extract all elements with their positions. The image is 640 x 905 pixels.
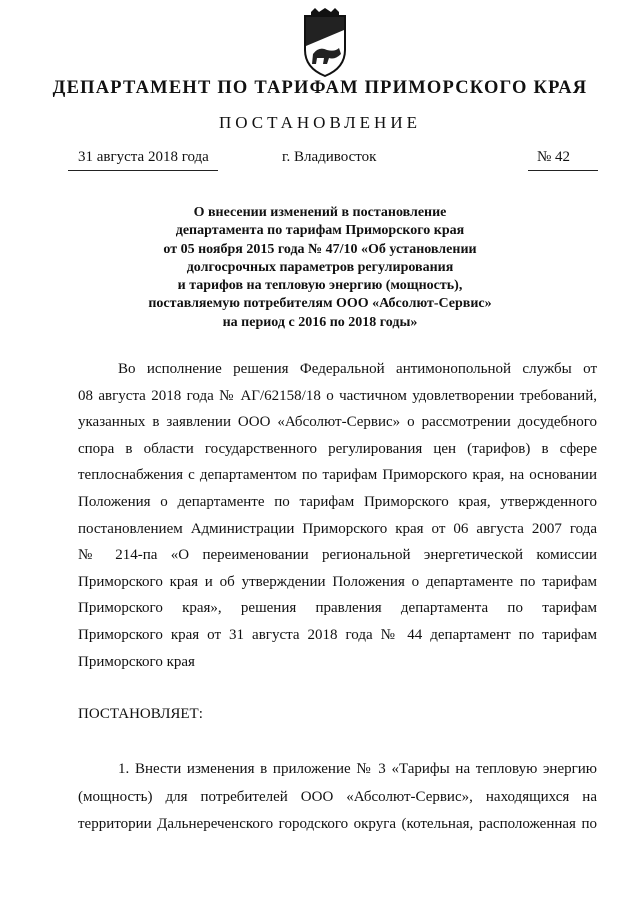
title-line: поставляемую потребителям ООО «Абсолют-Сервис» bbox=[148, 296, 492, 312]
primorsky-krai-coat-of-arms-icon bbox=[295, 8, 355, 80]
preamble-line: спора в области государственного регулирования цен (тарифов) в сфере bbox=[78, 440, 597, 457]
document-type: ПОСТАНОВЛЕНИЕ bbox=[218, 113, 421, 132]
preamble-line: Приморского края и об утверждении Положения о департаменте по тарифам bbox=[78, 573, 597, 590]
document-title bbox=[100, 204, 540, 332]
title-line: О внесении изменений в постановление bbox=[193, 205, 447, 220]
preamble-line: постановлением Администрации Приморского края от 06 августа 2007 года bbox=[78, 520, 597, 537]
date-underline bbox=[68, 170, 218, 171]
document-city: г. Владивосток bbox=[282, 149, 377, 165]
item-1-paragraph bbox=[78, 756, 597, 839]
title-line: от 05 ноября 2015 года № 47/10 «Об установлении bbox=[163, 241, 477, 257]
document-date: 31 августа 2018 года bbox=[78, 149, 209, 165]
document-number: № 42 bbox=[537, 149, 571, 165]
item-1-line: 1. Внести изменения в приложение № 3 «Тарифы на тепловую энергию bbox=[118, 761, 597, 777]
preamble-line: Приморского края от 31 августа 2018 года № 44 департамент по тарифам bbox=[78, 626, 597, 643]
preamble-line: указанных в заявлении ООО «Абсолют-Сервис» о рассмотрении досудебного bbox=[78, 414, 597, 431]
item-1-line: территории Дальнереченского городского округа (котельная, расположенная по bbox=[78, 816, 597, 832]
preamble-line: Приморского края», решения правления департамента по тарифам bbox=[78, 600, 597, 617]
title-line: и тарифов на тепловую энергию (мощность), bbox=[177, 278, 463, 294]
preamble-line: № 214-па «О переименовании региональной энергетической комиссии bbox=[78, 547, 597, 564]
item-1-line: (мощность) для потребителей ООО «Абсолют-Сервис», находящихся на bbox=[78, 788, 597, 805]
resolves-heading: ПОСТАНОВЛЯЕТ: bbox=[78, 706, 203, 722]
preamble-line: Приморского края bbox=[78, 653, 195, 670]
preamble-line: теплоснабжения с департаментом по тарифам Приморского края, на основании bbox=[78, 467, 597, 484]
preamble-line: 08 августа 2018 года № АГ/62158/18 о частичном удовлетворении требований, bbox=[78, 387, 597, 404]
title-line: департамента по тарифам Приморского края bbox=[175, 223, 465, 239]
number-underline bbox=[528, 170, 598, 171]
preamble-paragraph bbox=[78, 356, 597, 675]
title-line: на период с 2016 по 2018 годы» bbox=[222, 314, 418, 330]
preamble-line: Положения о департаменте по тарифам Приморского края, утвержденного bbox=[78, 493, 597, 510]
department-name: ДЕПАРТАМЕНТ ПО ТАРИФАМ ПРИМОРСКОГО КРАЯ bbox=[52, 78, 588, 98]
preamble-line: Во исполнение решения Федеральной антимонопольной службы от bbox=[118, 361, 597, 377]
title-line: долгосрочных параметров регулирования bbox=[186, 259, 454, 275]
